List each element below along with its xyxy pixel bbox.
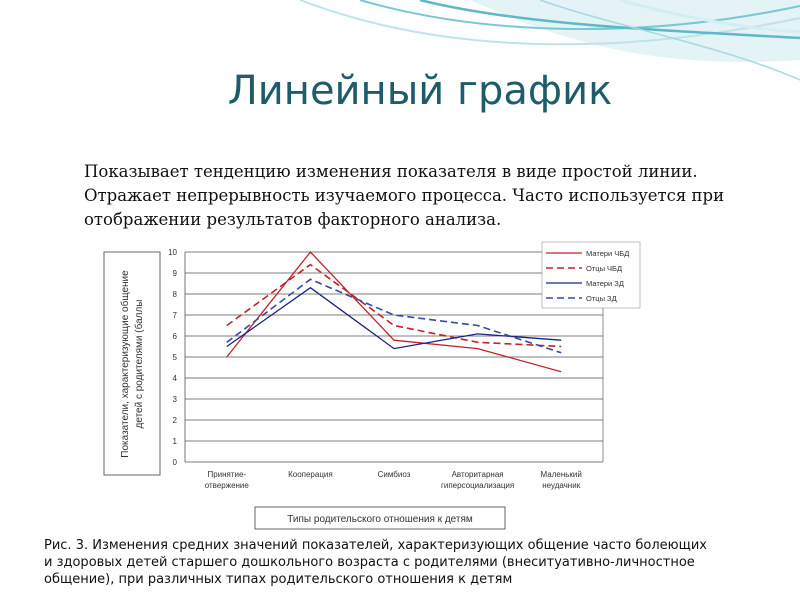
description-line: Показывает тенденцию изменения показателя в виде простой линии. (84, 162, 698, 181)
line-chart (100, 240, 630, 535)
y-axis-label-box (104, 252, 160, 475)
x-tick-label: гиперсоциализация (440, 481, 515, 490)
y-tick-label: 4 (172, 374, 177, 383)
y-axis-label-line: Показатели, характеризующие общение (120, 270, 131, 458)
legend-label: Отцы ЧБД (586, 264, 623, 273)
y-tick-label: 3 (172, 395, 177, 404)
legend-label: Отцы ЗД (586, 294, 617, 303)
x-tick-label: неудачник (542, 481, 581, 490)
caption-line: и здоровых детей старшего дошкольного возраста с родителями (внеситуативно-личностное (44, 555, 695, 570)
x-axis-label: Типы родительского отношения к детям (287, 514, 473, 525)
description-line: Отражает непрерывность изучаемого процесса. Часто используется при (84, 186, 725, 205)
y-tick-label: 0 (172, 458, 177, 467)
legend-label: Матери ЧБД (586, 249, 630, 258)
y-tick-label: 10 (168, 248, 177, 257)
y-axis-label-line: детей с родителями (баллы (134, 299, 145, 429)
y-tick-label: 8 (172, 290, 177, 299)
caption-line: Рис. 3. Изменения средних значений показателей, характеризующих общение часто болеющих (44, 538, 707, 553)
y-tick-label: 1 (172, 437, 177, 446)
y-tick-label: 2 (172, 416, 177, 425)
y-tick-label: 7 (172, 311, 177, 320)
x-tick-label: Маленький (540, 470, 582, 479)
description (84, 160, 764, 232)
description-line: отображении результатов факторного анализа. (84, 210, 502, 229)
legend-label: Матери ЗД (586, 279, 624, 288)
x-tick-label: Симбиоз (377, 470, 411, 479)
x-tick-label: Авторитарная (451, 470, 504, 479)
y-tick-label: 6 (172, 332, 177, 341)
y-tick-label: 5 (172, 353, 177, 362)
caption-line: общение), при различных типах родительского отношения к детям (44, 572, 513, 587)
x-tick-label: отвержение (204, 481, 249, 490)
x-tick-label: Принятие- (207, 470, 247, 479)
y-tick-label: 9 (172, 269, 177, 278)
figure-caption (44, 537, 774, 588)
x-tick-label: Кооперация (288, 470, 333, 479)
slide-title: Линейный график (227, 68, 613, 114)
